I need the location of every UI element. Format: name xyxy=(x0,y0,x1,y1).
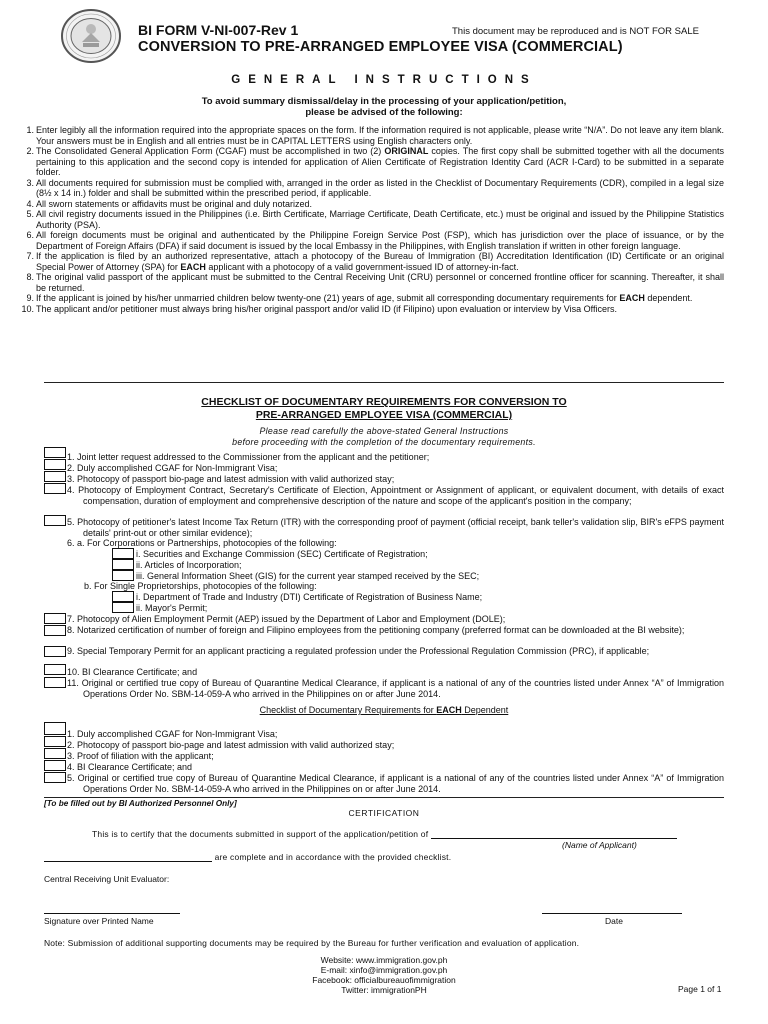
checklist-title: CHECKLIST OF DOCUMENTARY REQUIREMENTS FOR CONVERSION TO PRE-ARRANGED EMPLOYEE VISA (COMMERCIAL) xyxy=(201,396,567,421)
signature-label: Signature over Printed Name xyxy=(44,916,154,926)
general-instructions-title: GENERAL INSTRUCTIONS xyxy=(231,74,537,86)
checklist-item: ii. Mayor's Permit; xyxy=(136,603,208,613)
checklist-item: iii. General Information Sheet (GIS) for the current year stamped received by the SEC; xyxy=(136,571,480,581)
bureau-seal-logo xyxy=(60,8,122,64)
dependent-item: 2. Photocopy of passport bio-page and latest admission with valid authorized stay; xyxy=(67,740,395,750)
name-of-applicant-label: (Name of Applicant) xyxy=(562,840,637,850)
instructions-list xyxy=(16,125,724,314)
instruction-item: 6. All foreign documents must be original and authenticated by the Philippine Foreign Service Post (FSP), which has jurisdiction over the place of issuance, or by the Department of Foreign Affairs (DFA) if said document is issued by the local Embassy in the Philippines, with English translation if written in other foreign language. xyxy=(26,230,724,251)
certification-statement-continued: are complete and in accordance with the provided checklist. xyxy=(44,852,451,862)
certification-title: CERTIFICATION xyxy=(348,808,420,818)
not-for-sale-notice: This document may be reproduced and is NOT FOR SALE xyxy=(452,26,699,37)
website-text: Website: www.immigration.gov.ph xyxy=(320,955,448,965)
twitter-text: Twitter: immigrationPH xyxy=(341,985,427,995)
checkbox-dependent-5[interactable] xyxy=(44,772,66,783)
instruction-item: 7. If the application is filed by an authorized representative, attach a photocopy of the Bureau of Immigration (BI) Accreditation Identification (ID) Certificate or an original Special Power of Attorney (SPA) for EACH applicant with a photocopy of a valid government-issued ID of attorney-in-fact. xyxy=(26,251,724,272)
instruction-item: 5. All civil registry documents issued in the Philippines (i.e. Birth Certificate, Marriage Certificate, Death Certificate, etc.) must be original and issued by the Philippine Statistics Authority (PSA). xyxy=(26,209,724,230)
section-divider xyxy=(44,382,724,383)
instruction-item: 1. Enter legibly all the information required into the appropriate spaces on the form. If the information required is not applicable, please write “N/A”. Do not leave any item blank. Your answers must be in English and all entries must be in CAPITAL LETTERS using English characters only. xyxy=(26,125,724,146)
checklist-item: 3. Photocopy of passport bio-page and latest admission with valid authorized stay; xyxy=(67,474,395,484)
dependent-checklist-title: Checklist of Documentary Requirements for EACH Dependent xyxy=(259,705,509,715)
instruction-item: 2. The Consolidated General Application Form (CGAF) must be accomplished in two (2) ORIGINAL copies. The first copy shall be submitted together with all the documents pertaining to this application and the second copy is intended for application of Alien Certificate of Registration Identity Card (ACR I-Card) to be submitted in a separate folder. xyxy=(26,146,724,177)
applicant-name-field-continued[interactable] xyxy=(44,853,212,862)
checkbox-item-11[interactable] xyxy=(44,677,66,688)
dependent-item: 4. BI Clearance Certificate; and xyxy=(67,762,193,772)
instruction-item: 4. All sworn statements or affidavits must be original and duly notarized. xyxy=(26,198,312,209)
checkbox-item-9[interactable] xyxy=(44,646,66,657)
checklist-item: 2. Duly accomplished CGAF for Non-Immigrant Visa; xyxy=(67,463,278,473)
checkbox-item-6b-i[interactable] xyxy=(112,591,134,602)
checkbox-dependent-3[interactable] xyxy=(44,748,66,759)
checkbox-dependent-2[interactable] xyxy=(44,736,66,747)
checkbox-item-6a-i[interactable] xyxy=(112,548,134,559)
facebook-text: Facebook: officialbureauofimmigration xyxy=(312,975,456,985)
checklist-item: i. Department of Trade and Industry (DTI) Certificate of Registration of Business Name; xyxy=(136,592,483,602)
cru-evaluator-label: Central Receiving Unit Evaluator: xyxy=(44,874,170,884)
dependent-item: 5. Original or certified true copy of Bureau of Quarantine Medical Clearance, if applicant is a national of any of the countries listed under Annex “A” of Immigration Operations Order No. SBM-14-059-A who arrived in the Philippines on or after June 2014. xyxy=(67,773,724,794)
checklist-item: 10. BI Clearance Certificate; and xyxy=(67,667,198,677)
checkbox-item-6a-ii[interactable] xyxy=(112,559,134,570)
checkbox-dependent-1[interactable] xyxy=(44,722,66,735)
instruction-item: 3. All documents required for submission must be complied with, arranged in the order as listed in the Checklist of Documentary Requirements (CDR), compiled in a legal size (8½ x 14 in.) folder and shall be submitted within the prescribed period, if applicable. xyxy=(26,177,724,198)
checklist-item: 11. Original or certified true copy of Bureau of Quarantine Medical Clearance, if applicant is a national of any of the countries listed under Annex “A” of Immigration Operations Order No. SBM-14-059-A who arrived in the Philippines on or after June 2014. xyxy=(67,678,724,699)
checkbox-item-5[interactable] xyxy=(44,515,66,526)
checklist-item: ii. Articles of Incorporation; xyxy=(136,560,242,570)
checkbox-item-1[interactable] xyxy=(44,447,66,458)
bi-personnel-only-note: [To be filled out by BI Authorized Personnel Only] xyxy=(44,799,237,808)
checklist-item: 8. Notarized certification of number of foreign and Filipino employees from the petitioning company (preferred format can be downloaded at the BI website); xyxy=(67,625,685,635)
certification-divider xyxy=(44,797,724,798)
checkbox-item-3[interactable] xyxy=(44,471,66,482)
checklist-item: 1. Joint letter request addressed to the Commissioner from the applicant and the petitioner; xyxy=(67,452,430,462)
checklist-item: 5. Photocopy of petitioner's latest Income Tax Return (ITR) with the corresponding proof of payment (official receipt, bank teller's validation slip, BIR's eFPS payment details' print-out or other similar evidence); xyxy=(67,517,724,538)
dependent-item: 3. Proof of filiation with the applicant; xyxy=(67,751,214,761)
date-field[interactable] xyxy=(542,913,682,914)
checkbox-dependent-4[interactable] xyxy=(44,760,66,771)
form-title: CONVERSION TO PRE-ARRANGED EMPLOYEE VISA (COMMERCIAL) xyxy=(138,39,623,55)
checklist-item: 7. Photocopy of Alien Employment Permit (AEP) issued by the Department of Labor and Employment (DOLE); xyxy=(67,614,506,624)
checkbox-item-2[interactable] xyxy=(44,459,66,470)
checklist-item: i. Securities and Exchange Commission (SEC) Certificate of Registration; xyxy=(136,549,428,559)
applicant-name-field[interactable] xyxy=(431,830,677,839)
form-code: BI FORM V-NI-007-Rev 1 xyxy=(138,22,299,38)
page-number: Page 1 of 1 xyxy=(678,984,722,994)
checkbox-item-6b-ii[interactable] xyxy=(112,602,134,613)
checklist-item: b. For Single Proprietorships, photocopies of the following: xyxy=(84,581,317,591)
signature-field[interactable] xyxy=(44,913,180,914)
checklist-item: 6. a. For Corporations or Partnerships, photocopies of the following: xyxy=(67,538,337,548)
checkbox-item-8[interactable] xyxy=(44,625,66,636)
checkbox-item-4[interactable] xyxy=(44,483,66,494)
general-instructions-subtitle: To avoid summary dismissal/delay in the processing of your application/petition, please be advised of the following: xyxy=(201,96,567,118)
email-text: E-mail: xinfo@immigration.gov.ph xyxy=(320,965,448,975)
certification-statement: This is to certify that the documents submitted in support of the application/petition of xyxy=(92,829,677,839)
contact-info xyxy=(0,955,768,995)
additional-documents-note: Note: Submission of additional supporting documents may be required by the Bureau for further verification and evaluation of application. xyxy=(44,938,580,948)
checkbox-item-10[interactable] xyxy=(44,664,66,675)
instruction-item: 9. If the applicant is joined by his/her unmarried children below twenty-one (21) years of age, submit all corresponding documentary requirements for EACH dependent. xyxy=(26,293,693,303)
date-label: Date xyxy=(605,916,623,926)
instruction-item: 8. The original valid passport of the applicant must be submitted to the Central Receiving Unit (CRU) personnel or concerned frontline officer for scanning. Thereafter, it shall be returned. xyxy=(26,272,724,293)
instruction-item: 10. The applicant and/or petitioner must always bring his/her original passport and/or valid ID (if Filipino) upon evaluation or interview by Visa Officers. xyxy=(21,303,617,314)
checkbox-item-6a-iii[interactable] xyxy=(112,570,134,581)
checkbox-item-7[interactable] xyxy=(44,613,66,624)
checklist-note: Please read carefully the above-stated General Instructions before proceeding with the completion of the documentary requirements. xyxy=(232,426,536,447)
checklist-item: 4. Photocopy of Employment Contract, Secretary's Certificate of Election, Appointment or Assignment of applicant, or equivalent document, with details of exact compensation, duration of employment and comprehensive description of the nature and scope of the applicant's position in the company; xyxy=(67,485,724,506)
dependent-item: 1. Duly accomplished CGAF for Non-Immigrant Visa; xyxy=(67,729,278,739)
checklist-item: 9. Special Temporary Permit for an applicant practicing a regulated profession under the Professional Regulation Commission (PRC), if applicable; xyxy=(67,646,650,656)
